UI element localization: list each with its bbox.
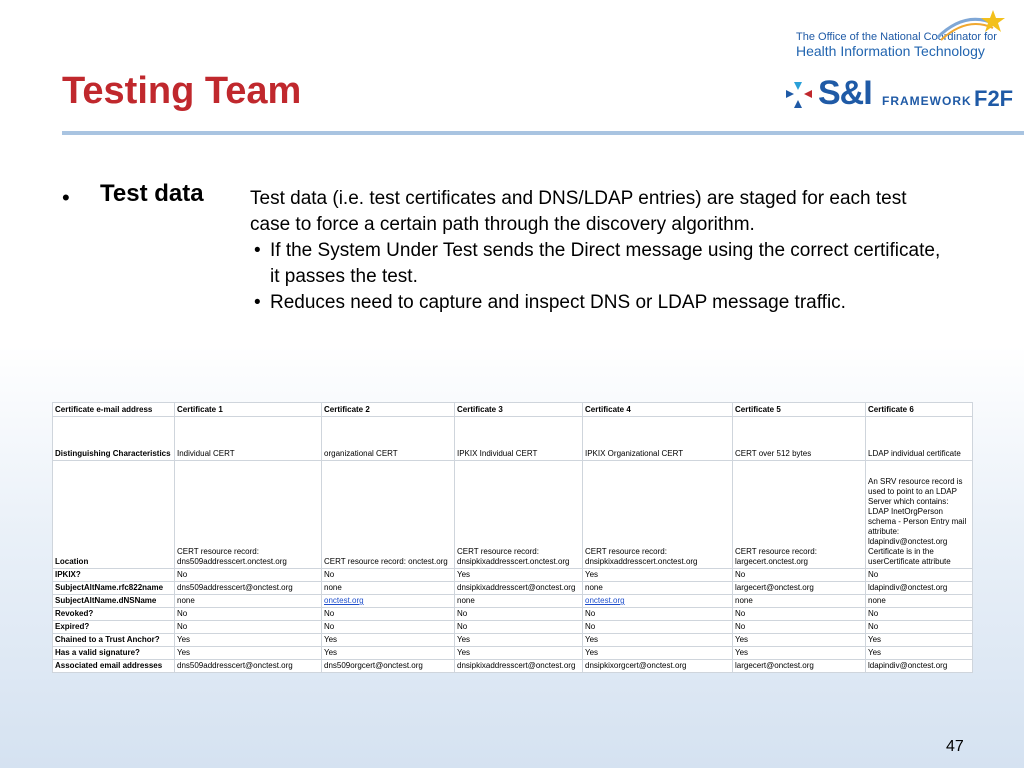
table-cell: No bbox=[866, 608, 973, 621]
sub-bullet: • Reduces need to capture and inspect DNS or LDAP message traffic. bbox=[254, 292, 846, 313]
table-cell: An SRV resource record is used to point to an LDAP Server which contains: LDAP InetOrgPerson schema - Person Entry mail attribute: ldapindiv@onctest.org Certificate is in the userCertificate attribute bbox=[866, 461, 973, 569]
table-row bbox=[53, 582, 973, 595]
description-block bbox=[250, 186, 950, 316]
table-cell: dns509addresscert@onctest.org bbox=[175, 582, 322, 595]
table-row bbox=[53, 461, 973, 569]
row-label-cell: Chained to a Trust Anchor? bbox=[53, 634, 175, 647]
table-cell: Yes bbox=[583, 634, 733, 647]
row-label-cell: Associated email addresses bbox=[53, 660, 175, 673]
row-label-cell: Distinguishing Characteristics bbox=[53, 417, 175, 461]
table-cell: none bbox=[733, 595, 866, 608]
table-cell: No bbox=[322, 608, 455, 621]
table-cell: No bbox=[733, 569, 866, 582]
table-header-cell: Certificate e-mail address bbox=[53, 403, 175, 417]
table-cell: Yes bbox=[455, 569, 583, 582]
table-cell: CERT resource record: largecert.onctest.org bbox=[733, 461, 866, 569]
row-label-cell: Expired? bbox=[53, 621, 175, 634]
table-cell: ldapindiv@onctest.org bbox=[866, 660, 973, 673]
table-cell: none bbox=[175, 595, 322, 608]
table-cell: dnsipkixaddresscert@onctest.org bbox=[455, 660, 583, 673]
page-number: 47 bbox=[946, 738, 964, 755]
sub-bullet: • If the System Under Test sends the Direct message using the correct certificate, it passes the test. bbox=[254, 240, 941, 287]
table-cell: LDAP individual certificate bbox=[866, 417, 973, 461]
table-cell: No bbox=[322, 569, 455, 582]
table-header-cell: Certificate 4 bbox=[583, 403, 733, 417]
table-cell: IPKIX Organizational CERT bbox=[583, 417, 733, 461]
table-cell: No bbox=[583, 621, 733, 634]
table-cell: largecert@onctest.org bbox=[733, 582, 866, 595]
row-label-cell: Revoked? bbox=[53, 608, 175, 621]
table-cell: largecert@onctest.org bbox=[733, 660, 866, 673]
table-row bbox=[53, 634, 973, 647]
table-row bbox=[53, 608, 973, 621]
row-label-cell: Has a valid signature? bbox=[53, 647, 175, 660]
table-cell: organizational CERT bbox=[322, 417, 455, 461]
table-header-cell: Certificate 6 bbox=[866, 403, 973, 417]
row-label-cell: Location bbox=[53, 461, 175, 569]
table-cell: CERT over 512 bytes bbox=[733, 417, 866, 461]
table-row bbox=[53, 417, 973, 461]
table-cell: No bbox=[866, 621, 973, 634]
table-row bbox=[53, 595, 973, 608]
table-cell: Yes bbox=[175, 647, 322, 660]
table-cell: No bbox=[175, 621, 322, 634]
table-cell: dns509addresscert@onctest.org bbox=[175, 660, 322, 673]
table-cell: Yes bbox=[455, 647, 583, 660]
table-cell: none bbox=[455, 595, 583, 608]
onc-line-2: Health Information Technology bbox=[796, 43, 985, 59]
table-cell: CERT resource record: dns509addresscert.onctest.org bbox=[175, 461, 322, 569]
sub-bullet-text: If the System Under Test sends the Direct message using the correct certificate, it passes the test. bbox=[270, 240, 941, 287]
table-cell: No bbox=[866, 569, 973, 582]
sub-bullet-text: Reduces need to capture and inspect DNS or LDAP message traffic. bbox=[270, 292, 846, 313]
table-cell: CERT resource record: dnsipkixaddresscert.onctest.org bbox=[583, 461, 733, 569]
table-cell: none bbox=[583, 582, 733, 595]
table-cell: Yes bbox=[583, 569, 733, 582]
table-cell: dns509orgcert@onctest.org bbox=[322, 660, 455, 673]
table-cell: IPKIX Individual CERT bbox=[455, 417, 583, 461]
onc-star-swoosh-icon bbox=[935, 8, 1007, 42]
table-cell: Yes bbox=[733, 634, 866, 647]
table-header-cell: Certificate 5 bbox=[733, 403, 866, 417]
table-cell: CERT resource record: dnsipkixaddresscert.onctest.org bbox=[455, 461, 583, 569]
table-cell: Yes bbox=[455, 634, 583, 647]
bullet-label: Test data bbox=[100, 180, 204, 207]
row-label-cell: SubjectAltName.dNSName bbox=[53, 595, 175, 608]
slide-title: Testing Team bbox=[62, 70, 302, 112]
table-cell: none bbox=[322, 582, 455, 595]
table-row bbox=[53, 647, 973, 660]
bullet-dot: • bbox=[62, 185, 70, 210]
table-header-cell: Certificate 1 bbox=[175, 403, 322, 417]
table-cell: Yes bbox=[866, 647, 973, 660]
table-row bbox=[53, 569, 973, 582]
table-cell: No bbox=[455, 608, 583, 621]
table-cell: dnsipkixorgcert@onctest.org bbox=[583, 660, 733, 673]
description-text: Test data (i.e. test certificates and DNS/LDAP entries) are staged for each test case to force a certain path through the discovery algorithm. bbox=[250, 188, 907, 235]
table-cell: Yes bbox=[322, 634, 455, 647]
table-header-cell: Certificate 3 bbox=[455, 403, 583, 417]
table-cell: No bbox=[583, 608, 733, 621]
table-cell: No bbox=[733, 608, 866, 621]
framework-logo-text: FRAMEWORK bbox=[882, 94, 972, 108]
table-header-cell: Certificate 2 bbox=[322, 403, 455, 417]
table-cell: Yes bbox=[583, 647, 733, 660]
test-certificate-table bbox=[52, 402, 973, 673]
table-cell: none bbox=[866, 595, 973, 608]
table-row bbox=[53, 660, 973, 673]
si-logo: S&I bbox=[818, 74, 872, 112]
f2f-logo-text: F2F bbox=[974, 86, 1014, 111]
table-header-row bbox=[53, 403, 973, 417]
table-cell: Yes bbox=[866, 634, 973, 647]
si-framework-arrows-icon bbox=[784, 80, 814, 110]
table-cell: No bbox=[455, 621, 583, 634]
table-cell: CERT resource record: onctest.org bbox=[322, 461, 455, 569]
table-cell: No bbox=[733, 621, 866, 634]
table-cell: No bbox=[175, 608, 322, 621]
table-cell: ldapindiv@onctest.org bbox=[866, 582, 973, 595]
onctest-link[interactable]: onctest.org bbox=[322, 595, 455, 608]
row-label-cell: IPKIX? bbox=[53, 569, 175, 582]
onctest-link[interactable]: onctest.org bbox=[583, 595, 733, 608]
table-cell: No bbox=[322, 621, 455, 634]
table-cell: Yes bbox=[733, 647, 866, 660]
onc-line-1: The Office of the National Coordinator for bbox=[796, 31, 997, 43]
table-row bbox=[53, 621, 973, 634]
table-cell: Yes bbox=[322, 647, 455, 660]
table-cell: Yes bbox=[175, 634, 322, 647]
row-label-cell: SubjectAltName.rfc822name bbox=[53, 582, 175, 595]
table-cell: dnsipkixaddresscert@onctest.org bbox=[455, 582, 583, 595]
table-cell: Individual CERT bbox=[175, 417, 322, 461]
table-cell: No bbox=[175, 569, 322, 582]
header-divider bbox=[62, 131, 1024, 135]
